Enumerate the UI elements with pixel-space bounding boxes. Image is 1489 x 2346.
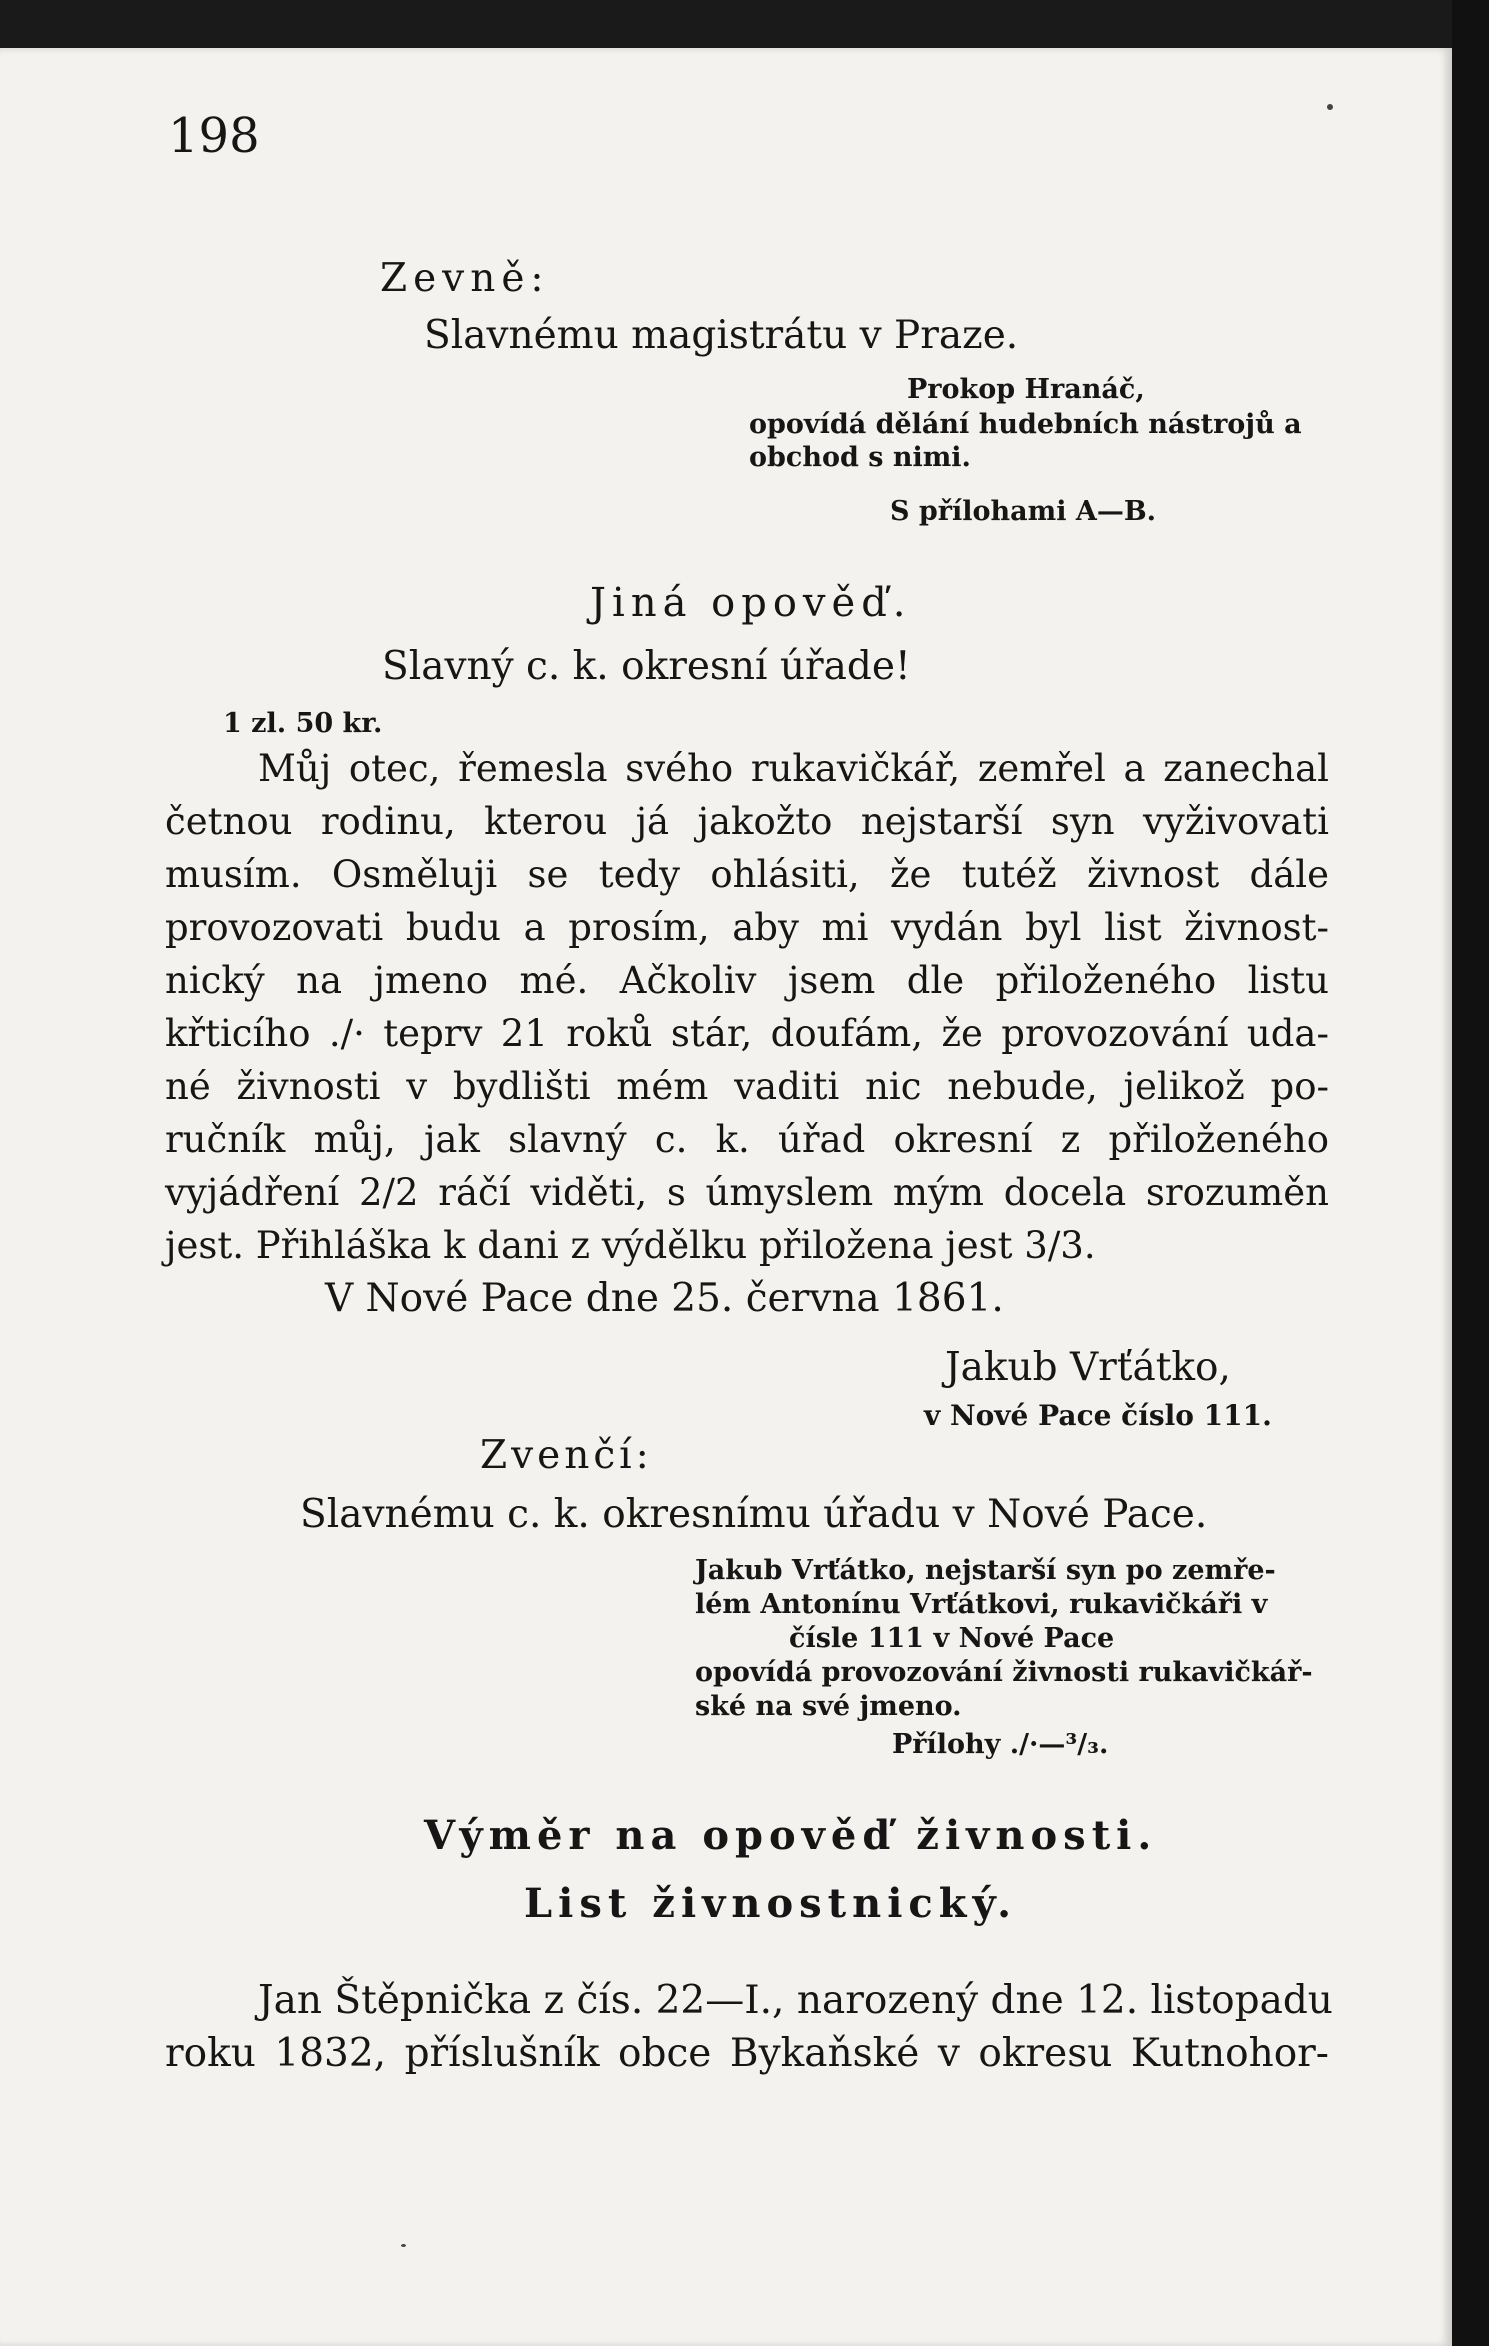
body-line: roku 1832, příslušník obce Bykaňské v okresu Kutnohor- [165,2031,1329,2076]
section-heading: Jiná opověď. [590,580,912,626]
sender-line: Prokop Hranáč, [907,374,1145,405]
sender-line: čísle 111 v Nové Pace [789,1623,1115,1654]
attachments-line: Přílohy ./·—³/₃. [892,1729,1109,1760]
sender-line: Jakub Vrťátko, nejstarší syn po zemře- [695,1555,1276,1586]
body-line: Můj otec, řemesla svého rukavičkář, zemřel a zanechal [258,747,1329,790]
speck-mark [401,2244,406,2247]
sender-line: opovídá provozování živnosti rukavičkář- [695,1657,1313,1688]
section-heading: List živnostnický. [524,1880,1018,1927]
body-line: provozovati budu a prosím, aby mi vydán byl list živnost- [165,906,1329,949]
speck-mark [1327,104,1333,110]
section-label-outside: Zvenčí: [480,1433,653,1478]
page-number: 198 [168,108,260,164]
signature-address: v Nové Pace číslo 111. [924,1399,1272,1432]
sender-line: opovídá dělání hudebních nástrojů a [749,409,1302,440]
sender-line: ské na své jmeno. [695,1691,962,1722]
signature-name: Jakub Vrťátko, [945,1345,1231,1390]
body-line: Jan Štěpnička z čís. 22—I., narozený dne 12. listopadu [258,1978,1333,2023]
body-line: vyjádření 2/2 ráčí viděti, s úmyslem mým docela srozuměn [165,1171,1329,1214]
scan-border [1452,0,1489,2346]
section-label-outside: Zevně: [380,256,550,301]
body-line: musím. Osměluji se tedy ohlásiti, že tutéž živnost dále [165,853,1329,896]
body-line: né živnosti v bydlišti mém vaditi nic nebude, jelikož po- [165,1065,1329,1108]
date-line: V Nové Pace dne 25. června 1861. [325,1276,1004,1321]
fee-note: 1 zl. 50 kr. [223,708,383,739]
address-line: Slavnému c. k. okresnímu úřadu v Nové Pace. [300,1492,1208,1537]
body-line: jest. Přihláška k dani z výdělku přiložena jest 3/3. [165,1224,1096,1267]
body-line: křticího ./· teprv 21 roků stár, doufám, že provozování uda- [165,1012,1329,1055]
body-line: nický na jmeno mé. Ačkoliv jsem dle přiloženého listu [165,959,1329,1002]
salutation: Slavný c. k. okresní úřade! [382,644,911,689]
attachments-line: S přílohami A—B. [890,496,1157,527]
letter-body [165,742,1329,1272]
address-line: Slavnému magistrátu v Praze. [424,313,1019,358]
section-heading: Výměr na opověď živnosti. [424,1812,1158,1859]
body-line: ručník můj, jak slavný c. k. úřad okresní z přiloženého [165,1118,1329,1161]
sender-line: lém Antonínu Vrťátkovi, rukavičkáři v [695,1589,1268,1620]
sender-line: obchod s nimi. [749,442,971,473]
body-line: četnou rodinu, kterou já jakožto nejstarší syn vyživovati [165,800,1329,843]
